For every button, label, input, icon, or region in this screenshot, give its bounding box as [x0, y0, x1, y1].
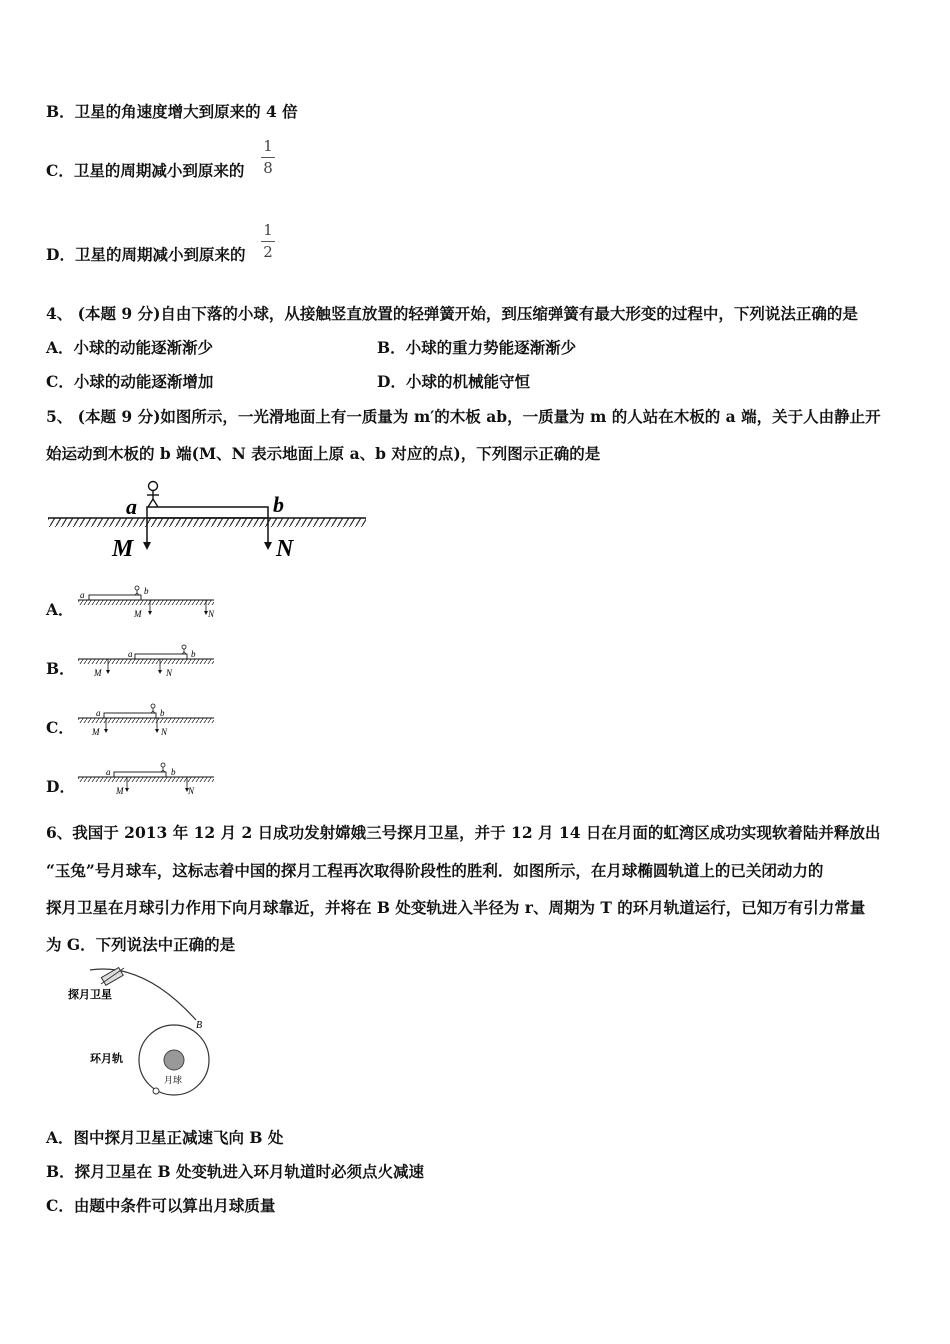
q6-stem-line2: “玉兔”号月球车，这标志着中国的探月工程再次取得阶段性的胜利．如图所示，在月球椭圆轨道上的已关闭动力的 — [46, 861, 824, 880]
fraction-denominator: 8 — [263, 159, 273, 177]
q3-option-d: D．卫星的周期减小到原来的 — [46, 245, 246, 264]
moon-icon — [164, 1050, 184, 1070]
q4-option-c: C．小球的动能逐渐增加 — [46, 372, 214, 391]
label-a: a — [96, 708, 101, 718]
label-m: M — [116, 786, 124, 796]
q5-option-b: B． — [46, 659, 75, 678]
label-n: N — [161, 727, 168, 737]
q6-orbit-figure — [68, 962, 224, 1102]
arrow-m-head — [143, 542, 151, 550]
q5-option-a-figure — [74, 584, 220, 620]
q6-stem-line1: 6、我国于 2013 年 12 月 2 日成功发射嫦娥三号探月卫星，并于 12 月 14 日在月面的虹湾区成功实现软着陆并释放出 — [46, 823, 881, 842]
fraction-denominator: 2 — [263, 243, 273, 261]
q6-stem-line4: 为 G．下列说法中正确的是 — [46, 935, 236, 954]
person-icon — [147, 482, 159, 508]
q3-option-b: B．卫星的角速度增大到原来的 4 倍 — [46, 102, 298, 121]
label-a: a — [128, 649, 133, 659]
q5-stem-line1: 5、 (本题 9 分)如图所示，一光滑地面上有一质量为 m′的木板 ab，一质量为 m 的人站在木板的 a 端，关于人由静止开 — [46, 407, 881, 426]
label-moon: 月球 — [164, 1075, 183, 1085]
label-a: a — [80, 590, 85, 600]
label-m: M — [92, 727, 100, 737]
label-b: b — [160, 708, 165, 718]
q5-option-d: D． — [46, 777, 75, 796]
q4-option-a: A．小球的动能逐渐渐少 — [46, 338, 214, 357]
q5-option-c: C． — [46, 718, 74, 737]
label-b: B — [196, 1020, 203, 1031]
label-n: N — [208, 609, 215, 619]
q5-option-c-figure — [74, 702, 220, 738]
label-a: a — [126, 494, 137, 519]
label-b: b — [144, 586, 149, 596]
q6-option-a: A．图中探月卫星正减速飞向 B 处 — [46, 1128, 284, 1147]
label-m: M — [112, 536, 134, 562]
q5-option-a: A． — [46, 600, 74, 619]
satellite-icon — [101, 968, 124, 986]
label-b: b — [171, 767, 176, 777]
q4-option-d: D．小球的机械能守恒 — [377, 372, 530, 391]
label-satellite: 探月卫星 — [68, 989, 112, 1001]
fraction-numerator: 1 — [263, 137, 273, 155]
label-n: N — [188, 786, 195, 796]
plank — [147, 507, 268, 518]
q4-stem: 4、 (本题 9 分)自由下落的小球，从接触竖直放置的轻弹簧开始，到压缩弹簧有最大形变的过程中，下列说法正确的是 — [46, 304, 858, 323]
label-b: b — [191, 649, 196, 659]
label-m: M — [94, 668, 102, 678]
label-n: N — [276, 536, 294, 562]
q6-option-c: C．由题中条件可以算出月球质量 — [46, 1196, 276, 1215]
small-satellite-icon — [153, 1088, 159, 1094]
label-b: b — [273, 492, 284, 517]
q5-stem-line2: 始运动到木板的 b 端(M、N 表示地面上原 a、b 对应的点)，下列图示正确的是 — [46, 444, 601, 463]
label-m: M — [134, 609, 142, 619]
ground-hatching — [48, 518, 366, 527]
label-n: N — [166, 668, 173, 678]
q6-option-b: B．探月卫星在 B 处变轨进入环月轨道时必须点火减速 — [46, 1162, 424, 1181]
label-a: a — [106, 767, 111, 777]
label-orbit: 环月轨 — [90, 1053, 123, 1065]
arrow-n-head — [264, 542, 272, 550]
q5-option-b-figure — [74, 643, 220, 679]
q4-option-b: B．小球的重力势能逐渐渐少 — [377, 338, 577, 357]
q5-option-d-figure — [74, 761, 220, 797]
q3-option-c: C．卫星的周期减小到原来的 — [46, 161, 245, 180]
q5-main-figure — [44, 476, 370, 566]
q6-stem-line3: 探月卫星在月球引力作用下向月球靠近，并将在 B 处变轨进入半径为 r、周期为 T 的环月轨道运行，已知万有引力常量 — [46, 898, 866, 917]
fraction-numerator: 1 — [263, 221, 273, 239]
